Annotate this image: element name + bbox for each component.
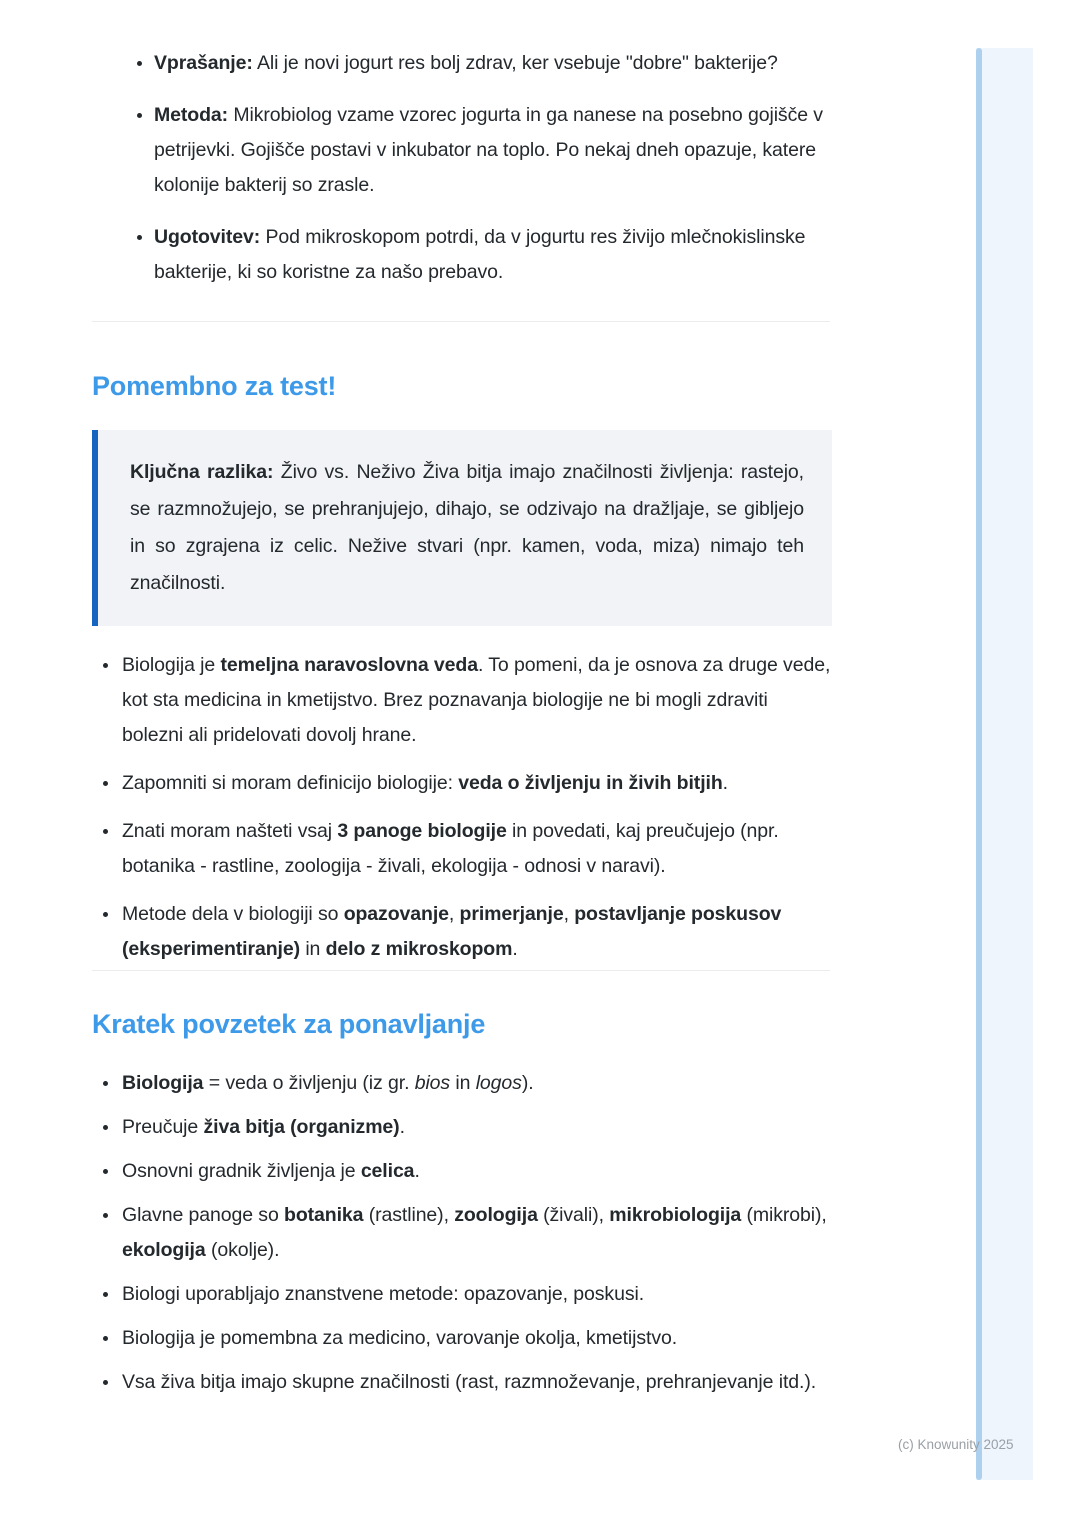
- scrollbar-track[interactable]: [976, 48, 1033, 1480]
- list-item-text-run: mikrobiologija: [609, 1204, 742, 1226]
- list-item-text-run: Zapomniti si moram definicijo biologije:: [122, 772, 459, 794]
- list-item-text-run: ).: [521, 1072, 534, 1094]
- list-item-label: Vprašanje:: [154, 52, 253, 74]
- list-item-text: Mikrobiolog vzame vzorec jogurta in ga nanese na posebno gojišče v petrijevki. Gojišče postavi v inkubator na toplo. Po nekaj dneh opazuje, katere kolonije bakterij so zrasle.: [154, 104, 823, 196]
- list-item-text-run: .: [414, 1160, 420, 1182]
- section-two-body: [92, 1066, 832, 1400]
- list-item-text-run: .: [399, 1116, 405, 1138]
- list-item-text-run: bios: [414, 1072, 451, 1094]
- divider-rule: [92, 970, 830, 971]
- list-item-text-run: ekologija: [122, 1239, 206, 1261]
- experiment-list: [92, 46, 832, 290]
- list-item-text-run: (rastline),: [363, 1204, 455, 1226]
- list-item: [92, 897, 832, 967]
- section-divider-1: [92, 321, 830, 322]
- list-item-text-run: (mikrobi),: [741, 1204, 827, 1226]
- list-item-text-run: (živali),: [537, 1204, 610, 1226]
- list-item-text-run: Preučuje: [122, 1116, 204, 1138]
- key-difference-callout-wrapper: [92, 430, 832, 626]
- list-item-text-run: .: [722, 772, 728, 794]
- list-item-text-run: ,: [448, 903, 460, 925]
- list-item-text-run: Biologija je pomembna za medicino, varovanje okolja, kmetijstvo.: [122, 1327, 678, 1349]
- list-item-text-run: in: [300, 938, 326, 960]
- callout-label: Ključna razlika:: [130, 461, 274, 483]
- list-item: [92, 766, 832, 801]
- list-item-text-run: primerjanje: [459, 903, 564, 925]
- list-item: [92, 1110, 832, 1145]
- key-difference-callout: [92, 430, 832, 626]
- section-heading-pomembno-za-test: Pomembno za test!: [92, 371, 337, 401]
- list-item-text-run: Biologi uporabljajo znanstvene metode: opazovanje, poskusi.: [122, 1283, 645, 1305]
- list-item: [92, 98, 832, 203]
- section-heading-kratek-povzetek: Kratek povzetek za ponavljanje: [92, 1009, 486, 1039]
- list-item-text-run: Osnovni gradnik življenja je: [122, 1160, 361, 1182]
- section-divider-2: [92, 970, 830, 971]
- list-item-text-run: celica: [360, 1160, 415, 1182]
- list-item: [92, 814, 832, 884]
- list-item-text-run: Biologija je: [122, 654, 221, 676]
- experiment-section: [92, 46, 832, 290]
- section-one-bullet-list: [92, 648, 832, 967]
- list-item: [92, 1066, 832, 1101]
- list-item-text-run: živa bitja (organizme): [203, 1116, 400, 1138]
- list-item-text: Pod mikroskopom potrdi, da v jogurtu res živijo mlečnokislinske bakterije, ki so koristne za našo prebavo.: [154, 226, 806, 283]
- list-item-text-run: (okolje).: [205, 1239, 280, 1261]
- list-item-text-run: in: [450, 1072, 476, 1094]
- list-item-label: Ugotovitev:: [154, 226, 261, 248]
- list-item-text-run: .: [512, 938, 518, 960]
- section-one-header: [92, 370, 336, 402]
- list-item-text-run: Znati moram našteti vsaj: [122, 820, 338, 842]
- list-item: [92, 1365, 832, 1400]
- list-item: [92, 1277, 832, 1312]
- list-item-text-run: Metode dela v biologiji so: [122, 903, 344, 925]
- scrollbar-thumb[interactable]: [976, 48, 982, 1480]
- divider-rule: [92, 321, 830, 322]
- section-two-bullet-list: [92, 1066, 832, 1400]
- callout-paragraph: [130, 454, 804, 602]
- list-item-text-run: ,: [563, 903, 575, 925]
- list-item-text-run: Glavne panoge so: [122, 1204, 285, 1226]
- list-item: [92, 1198, 832, 1268]
- list-item-text-run: = veda o življenju (iz gr.: [203, 1072, 415, 1094]
- list-item-text-run: Vsa živa bitja imajo skupne značilnosti (rast, razmnoževanje, prehranjevanje itd.).: [122, 1371, 817, 1393]
- copyright-watermark: (c) Knowunity 2025: [898, 1437, 1014, 1452]
- list-item-text-run: veda o življenju in živih bitjih: [458, 772, 723, 794]
- list-item-text-run: opazovanje: [343, 903, 449, 925]
- list-item-text-run: logos: [475, 1072, 522, 1094]
- list-item-text-run: Biologija: [122, 1072, 204, 1094]
- section-one-body: [92, 648, 832, 967]
- list-item-text-run: zoologija: [454, 1204, 538, 1226]
- list-item: [92, 1321, 832, 1356]
- callout-text: Živo vs. Neživo Živa bitja imajo značilnosti življenja: rastejo, se razmnožujejo, se prehranjujejo, dihajo, se odzivajo na dražljaje, se gibljejo in so zgrajena iz celic. Nežive stvari (npr. kamen, voda, miza) nimajo teh značilnosti.: [130, 461, 804, 594]
- list-item: [92, 220, 832, 290]
- list-item-text-run: temeljna naravoslovna veda: [220, 654, 478, 676]
- list-item-text-run: botanika: [284, 1204, 364, 1226]
- list-item-text-run: in povedati, kaj preučujejo (npr. botanika - rastline, zoologija - živali, ekologija - odnosi v naravi).: [122, 820, 779, 877]
- list-item: [92, 1154, 832, 1189]
- list-item-text-run: delo z mikroskopom: [325, 938, 513, 960]
- list-item-text-run: 3 panoge biologije: [337, 820, 507, 842]
- list-item-text-run: postavljanje poskusov (eksperimentiranje): [122, 903, 782, 960]
- list-item-text: Ali je novi jogurt res bolj zdrav, ker vsebuje "dobre" bakterije?: [252, 52, 778, 74]
- list-item: [92, 46, 832, 81]
- list-item: [92, 648, 832, 753]
- list-item-text-run: . To pomeni, da je osnova za druge vede, kot sta medicina in kmetijstvo. Brez poznavanja biologije ne bi mogli zdraviti bolezni ali pridelovati dovolj hrane.: [122, 654, 831, 746]
- section-two-header: [92, 1008, 485, 1040]
- list-item-label: Metoda:: [154, 104, 229, 126]
